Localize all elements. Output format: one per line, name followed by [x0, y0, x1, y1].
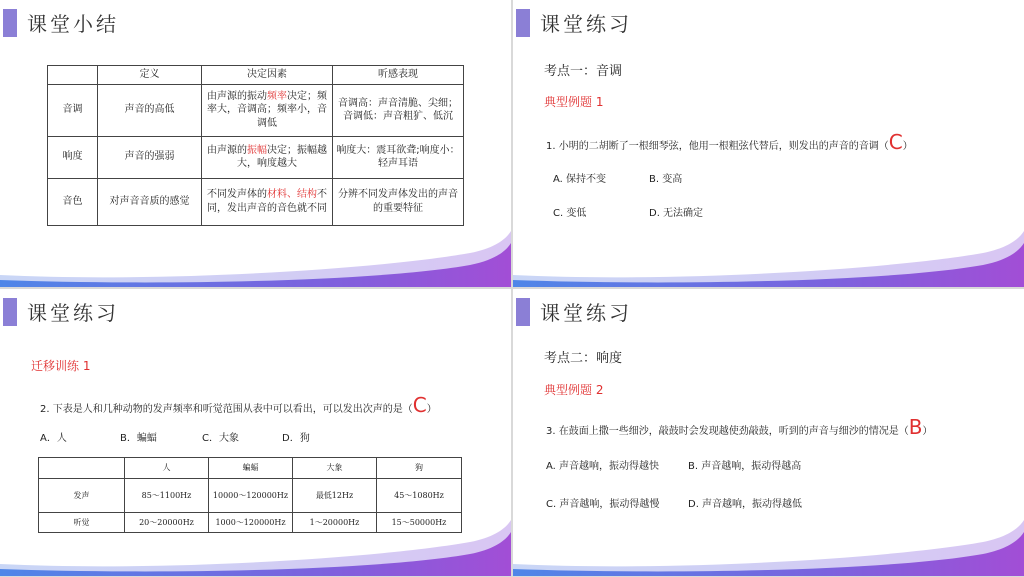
title-accent-bar: [3, 298, 17, 326]
option-d[interactable]: D. 声音越响，振动得越低: [688, 499, 803, 510]
factor-highlight: 频率: [267, 90, 287, 102]
table-header-cell: 狗: [377, 458, 462, 479]
question-text: [40, 393, 437, 417]
topic-heading: 考点二：响度: [544, 351, 623, 366]
row-definition: 声音的高低: [98, 84, 202, 136]
table-header-cell: 决定因素: [202, 66, 333, 85]
factor-highlight: 振幅: [247, 144, 267, 156]
row-factor: [202, 84, 333, 136]
table-header-cell: 大象: [293, 458, 377, 479]
row-definition: 对声音音质的感觉: [98, 178, 202, 225]
table-header-cell: 听感表现: [333, 66, 464, 85]
table-row: [48, 136, 464, 178]
answer-mark: C: [412, 393, 427, 417]
bottom-wave-decoration: [0, 217, 511, 287]
factor-text: 由声源的: [207, 144, 247, 156]
option-a[interactable]: A．人: [40, 433, 67, 444]
option-a[interactable]: A. 保持不变: [553, 174, 607, 185]
option-b[interactable]: B. 声音越响，振动得越高: [688, 461, 802, 472]
table-cell: 发声: [39, 479, 125, 513]
option-b[interactable]: B．蝙蝠: [120, 433, 157, 444]
title-accent-bar: [3, 9, 17, 37]
factor-text: 决定；频率大，音调高；频率小，音调低: [207, 90, 327, 129]
table-row: [48, 84, 464, 136]
factor-text: 不同，发出声音的音色就不同: [207, 189, 327, 214]
table-cell: 85～1100Hz: [125, 479, 209, 513]
bottom-wave-decoration: [0, 506, 511, 576]
table-cell: 45～1080Hz: [377, 479, 462, 513]
question-text: [546, 415, 932, 439]
option-c[interactable]: C. 变低: [553, 208, 587, 219]
question-body: 2. 下表是人和几种动物的发声频率和听觉范围从表中可以看出，可以发出次声的是（: [40, 404, 413, 415]
slide-practice-pitch: [513, 0, 1024, 287]
option-c[interactable]: C. 声音越响，振动得越慢: [546, 499, 660, 510]
table-header-cell: 人: [125, 458, 209, 479]
row-name: 音调: [48, 84, 98, 136]
table-cell: 15～50000Hz: [377, 513, 462, 533]
factor-text: 不同发声体的: [207, 189, 267, 200]
row-feeling: 分辨不同发声体发出的声音的重要特征: [333, 178, 464, 225]
example-label: 典型例题 2: [544, 383, 604, 397]
summary-table: [47, 65, 464, 226]
question-body: 3. 在鼓面上撒一些细沙，敲鼓时会发现越使劲敲鼓，听到的声音与细沙的情况是（: [546, 426, 909, 437]
slide-title: 课堂小结: [27, 12, 119, 36]
question-close: ）: [426, 404, 437, 415]
bottom-wave-decoration: [513, 217, 1024, 287]
row-name: 响度: [48, 136, 98, 178]
title-accent-bar: [516, 9, 530, 37]
row-definition: 声音的强弱: [98, 136, 202, 178]
slide-title: 课堂练习: [540, 12, 632, 36]
slide-summary: [0, 0, 511, 287]
question-close: ）: [922, 426, 933, 437]
question-body: 1. 小明的二胡断了一根细琴弦，他用一根粗弦代替后，则发出的声音的音调（: [546, 141, 889, 152]
option-d[interactable]: D. 无法确定: [649, 208, 704, 219]
option-c[interactable]: C．大象: [202, 433, 239, 444]
table-cell: 最低12Hz: [293, 479, 377, 513]
table-header-row: [48, 66, 464, 85]
bottom-wave-decoration: [513, 506, 1024, 576]
table-header-cell: [39, 458, 125, 479]
table-cell: 20～20000Hz: [125, 513, 209, 533]
row-feeling: 响度大：震耳欲聋;响度小：轻声耳语: [333, 136, 464, 178]
factor-text: 由声源的振动: [207, 90, 267, 102]
answer-mark: C: [888, 130, 903, 154]
example-label: 典型例题 1: [544, 95, 604, 109]
topic-heading: 考点一：音调: [544, 64, 623, 79]
table-header-cell: [48, 66, 98, 85]
slide-title: 课堂练习: [27, 301, 119, 325]
table-cell: 1～20000Hz: [293, 513, 377, 533]
option-d[interactable]: D．狗: [282, 433, 310, 444]
slide-practice-loudness: [513, 289, 1024, 576]
table-header-row: [39, 458, 462, 479]
factor-highlight: 材料、结构: [267, 189, 317, 200]
question-text: [546, 130, 913, 154]
question-close: ）: [902, 141, 913, 152]
table-header-cell: 蝙蝠: [209, 458, 293, 479]
row-factor: [202, 136, 333, 178]
row-feeling: 音调高：声音清脆、尖细；音调低：声音粗犷、低沉: [333, 84, 464, 136]
table-header-cell: 定义: [98, 66, 202, 85]
title-accent-bar: [516, 298, 530, 326]
slide-title: 课堂练习: [540, 301, 632, 325]
table-cell: 听觉: [39, 513, 125, 533]
example-label: 迁移训练 1: [31, 359, 91, 373]
answer-mark: B: [908, 415, 923, 439]
table-cell: 10000～120000Hz: [209, 479, 293, 513]
table-cell: 1000～120000Hz: [209, 513, 293, 533]
option-a[interactable]: A. 声音越响，振动得越快: [546, 461, 660, 472]
row-name: 音色: [48, 178, 98, 225]
slide-practice-transfer: [0, 289, 511, 576]
option-b[interactable]: B. 变高: [649, 174, 683, 185]
factor-text: 决定；振幅越大，响度越大: [237, 144, 327, 169]
